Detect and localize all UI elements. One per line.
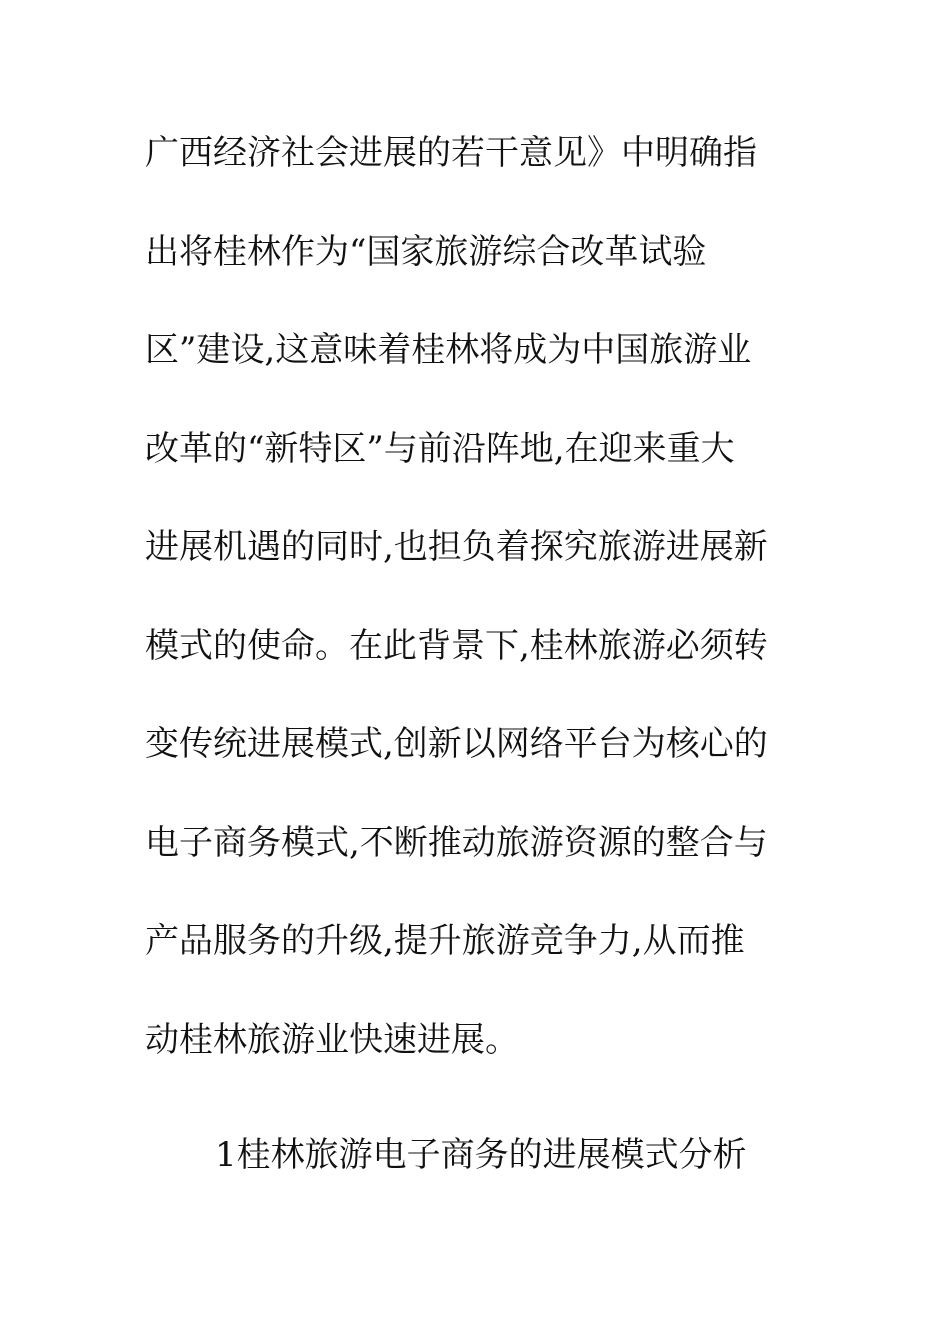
body-line: 电子商务模式,不断推动旅游资源的整合与 <box>145 822 768 863</box>
body-line: 广西经济社会进展的若干意见》中明确指 <box>145 133 757 173</box>
body-paragraph <box>145 128 825 1113</box>
body-line: 进展机遇的同时,也担负着探究旅游进展新 <box>145 527 768 567</box>
body-line: 模式的使命。在此背景下,桂林旅游必须转 <box>145 625 768 666</box>
body-line: 出将桂林作为“国家旅游综合改革试验 <box>145 231 707 272</box>
body-line: 动桂林旅游业快速进展。 <box>145 1019 519 1060</box>
body-line: 产品服务的升级,提升旅游竞争力,从而推 <box>145 921 745 961</box>
body-line: 变传统进展模式,创新以网络平台为核心的 <box>145 724 768 764</box>
body-line: 改革的“新特区”与前沿阵地,在迎来重大 <box>145 428 735 469</box>
section-heading: 1桂林旅游电子商务的进展模式分析 <box>215 1135 747 1175</box>
body-line: 区”建设,这意味着桂林将成为中国旅游业 <box>145 330 752 370</box>
